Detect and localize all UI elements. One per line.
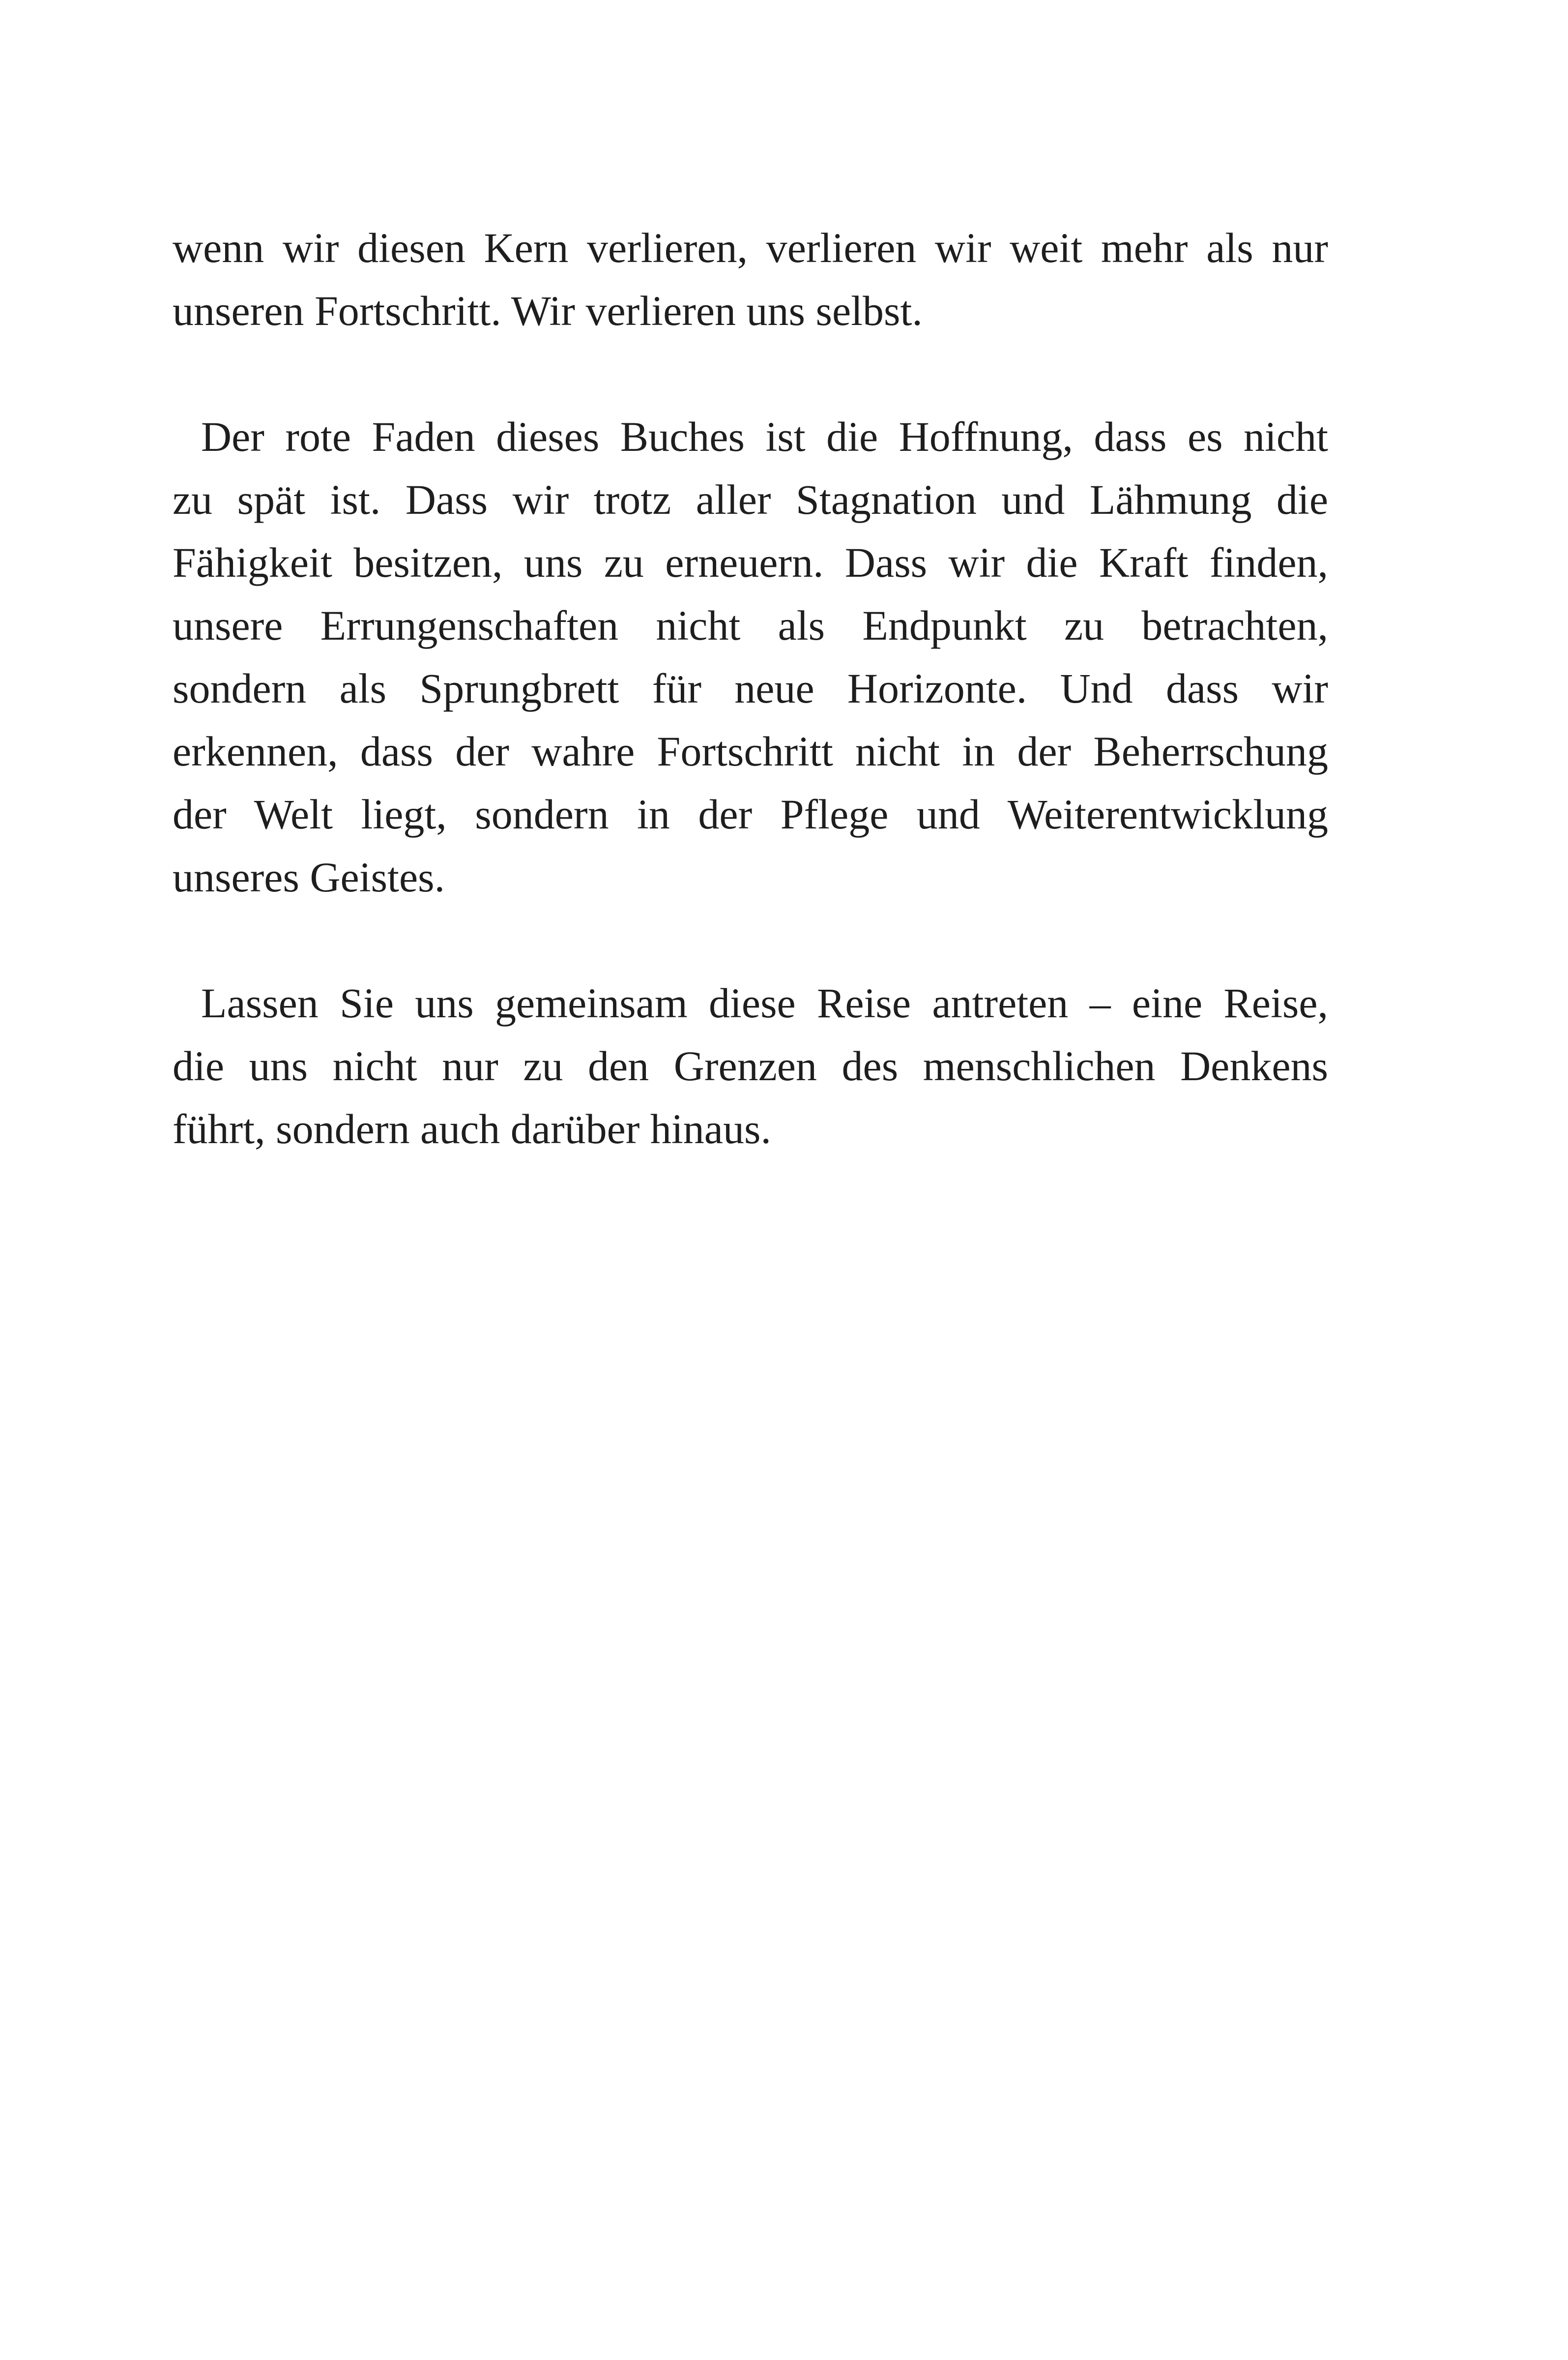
paragraph-hope (173, 405, 1328, 909)
text-line: zu spät ist. Dass wir trotz aller Stagnation und Lähmung die (173, 476, 1328, 523)
text-line: die uns nicht nur zu den Grenzen des menschlichen Denkens (173, 1042, 1328, 1090)
text-line: Fähigkeit besitzen, uns zu erneuern. Dass wir die Kraft finden, (173, 539, 1328, 586)
text-line: unseres Geistes. (173, 854, 445, 901)
text-line: Lassen Sie uns gemeinsam diese Reise antreten – eine Reise, (201, 979, 1328, 1027)
body-text (173, 216, 1328, 1160)
paragraph-continued (173, 216, 1328, 342)
text-line: führt, sondern auch darüber hinaus. (173, 1105, 771, 1152)
text-line: unseren Fortschritt. Wir verlieren uns selbst. (173, 287, 923, 334)
text-line: Der rote Faden dieses Buches ist die Hoffnung, dass es nicht (201, 413, 1328, 460)
text-line: erkennen, dass der wahre Fortschritt nicht in der Beherrschung (173, 728, 1328, 775)
text-line: der Welt liegt, sondern in der Pflege und Weiterentwicklung (173, 791, 1328, 838)
text-line: sondern als Sprungbrett für neue Horizonte. Und dass wir (173, 665, 1328, 712)
text-line: unsere Errungenschaften nicht als Endpunkt zu betrachten, (173, 602, 1328, 649)
paragraph-journey (173, 972, 1328, 1160)
text-line: wenn wir diesen Kern verlieren, verlieren wir weit mehr als nur (173, 224, 1328, 271)
